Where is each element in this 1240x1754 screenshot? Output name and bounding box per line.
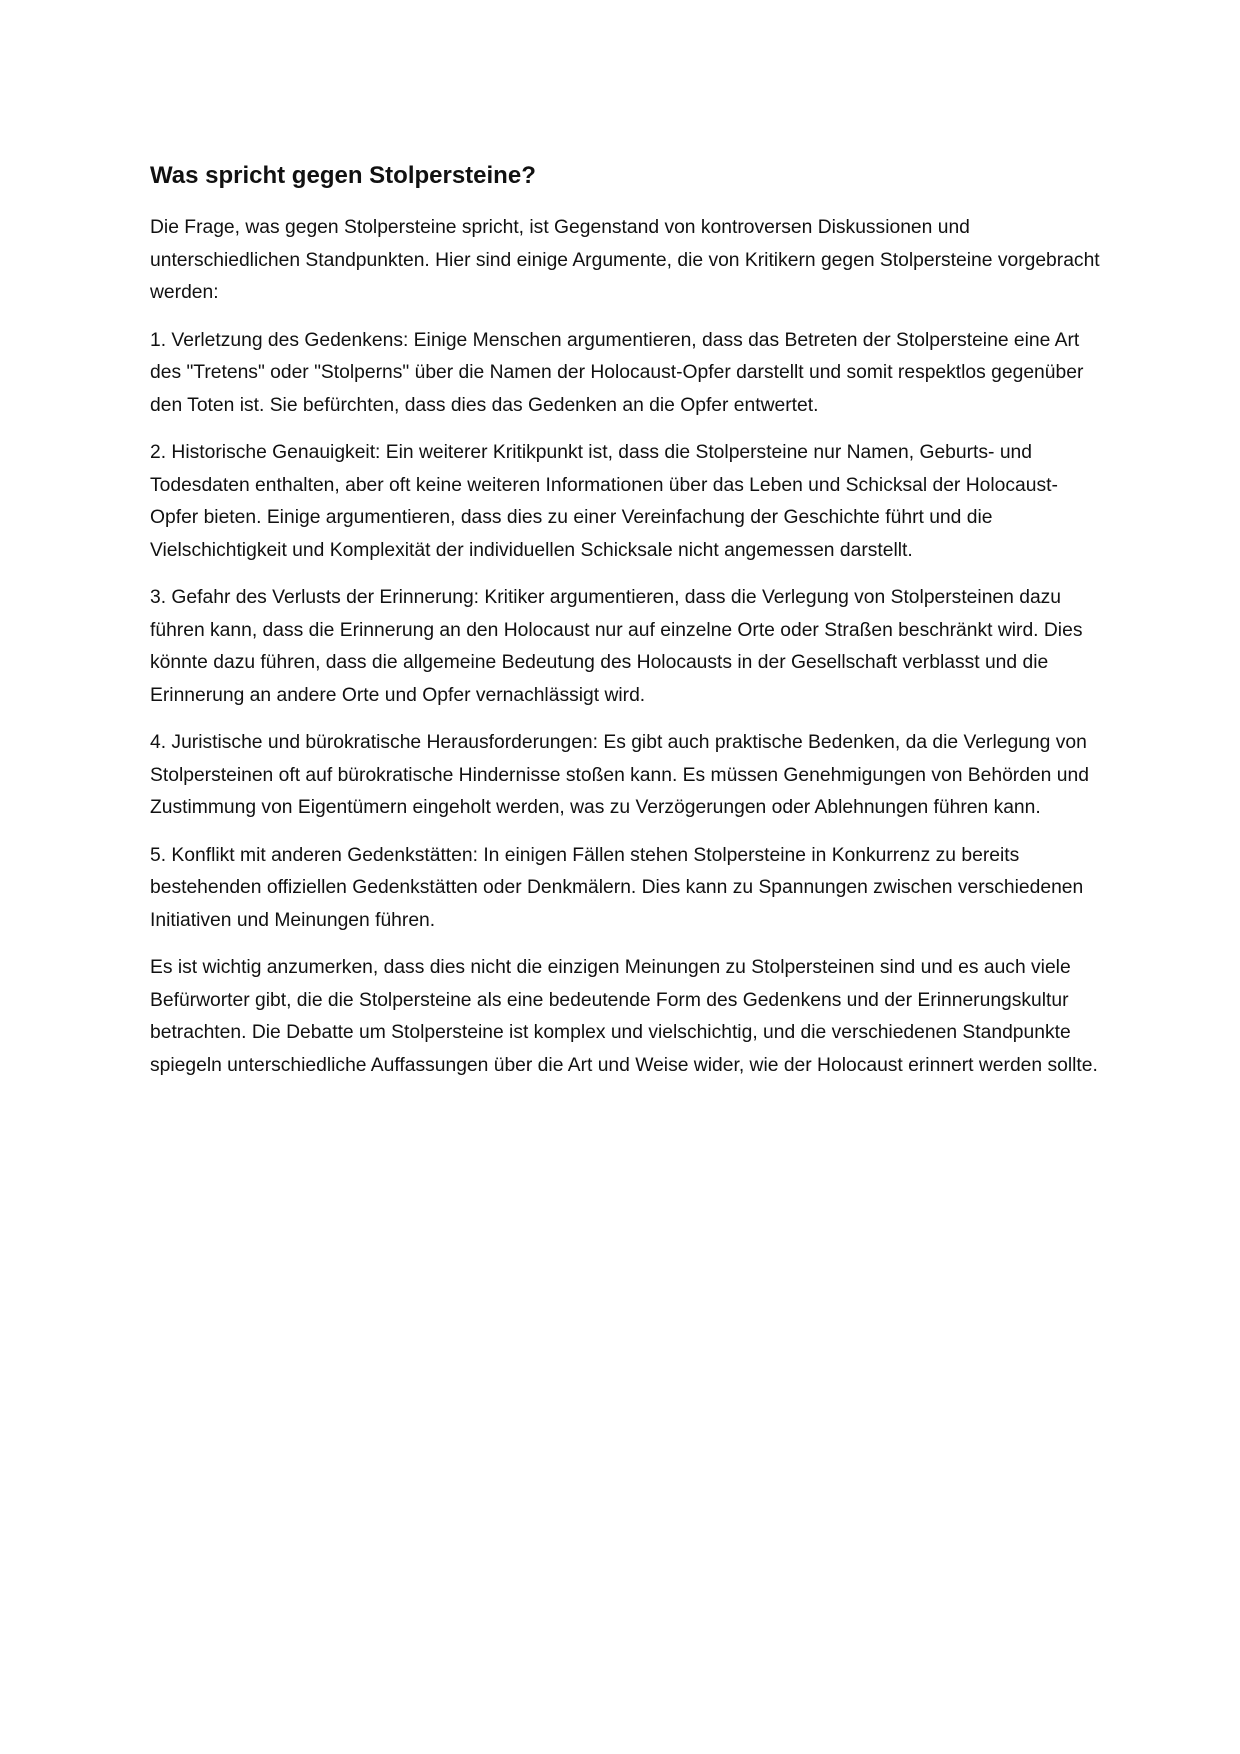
argument-paragraph-2: 2. Historische Genauigkeit: Ein weiterer Kritikpunkt ist, dass die Stolpersteine nur Namen, Geburts- und Todesdaten enthalten, aber oft keine weiteren Informationen über das Leben und Schicksal der Holocaust-Opfer bieten. Einige argumentieren, dass dies zu einer Vereinfachung der Geschichte führt und die Vielschichtigkeit und Komplexität der individuellen Schicksale nicht angemessen darstellt. <box>150 442 1058 561</box>
argument-paragraph-5: 5. Konflikt mit anderen Gedenkstätten: In einigen Fällen stehen Stolpersteine in Konkurrenz zu bereits bestehenden offiziellen Gedenkstätten oder Denkmälern. Dies kann zu Spannungen zwischen verschiedenen Initiativen und Meinungen führen. <box>150 844 1084 931</box>
document-content <box>150 160 1100 1097</box>
argument-paragraph-1: 1. Verletzung des Gedenkens: Einige Menschen argumentieren, dass das Betreten der Stolpersteine eine Art des "Tretens" oder "Stolperns" über die Namen der Holocaust-Opfer darstellt und somit respektlos gegenüber den Toten ist. Sie befürchten, dass dies das Gedenken an die Opfer entwertet. <box>150 329 1084 416</box>
intro-paragraph: Die Frage, was gegen Stolpersteine spricht, ist Gegenstand von kontroversen Diskussionen und unterschiedlichen Standpunkten. Hier sind einige Argumente, die von Kritikern gegen Stolpersteine vorgebracht werden: <box>150 217 1100 303</box>
argument-paragraph-3: 3. Gefahr des Verlusts der Erinnerung: Kritiker argumentieren, dass die Verlegung von Stolpersteinen dazu führen kann, dass die Erinnerung an den Holocaust nur auf einzelne Orte oder Straßen beschränkt wird. Dies könnte dazu führen, dass die allgemeine Bedeutung des Holocausts in der Gesellschaft verblasst und die Erinnerung an andere Orte und Opfer vernachlässigt wird. <box>150 587 1083 706</box>
argument-paragraph-4: 4. Juristische und bürokratische Herausforderungen: Es gibt auch praktische Bedenken, da die Verlegung von Stolpersteinen oft auf bürokratische Hindernisse stoßen kann. Es müssen Genehmigungen von Behörden und Zustimmung von Eigentümern eingeholt werden, was zu Verzögerungen oder Ablehnungen führen kann. <box>150 732 1089 818</box>
document-title: Was spricht gegen Stolpersteine? <box>150 162 536 189</box>
conclusion-paragraph: Es ist wichtig anzumerken, dass dies nicht die einzigen Meinungen zu Stolpersteinen sind und es auch viele Befürworter gibt, die die Stolpersteine als eine bedeutende Form des Gedenkens und der Erinnerungskultur betrachten. Die Debatte um Stolpersteine ist komplex und vielschichtig, und die verschiedenen Standpunkte spiegeln unterschiedliche Auffassungen über die Art und Weise wider, wie der Holocaust erinnert werden sollte. <box>150 957 1098 1076</box>
